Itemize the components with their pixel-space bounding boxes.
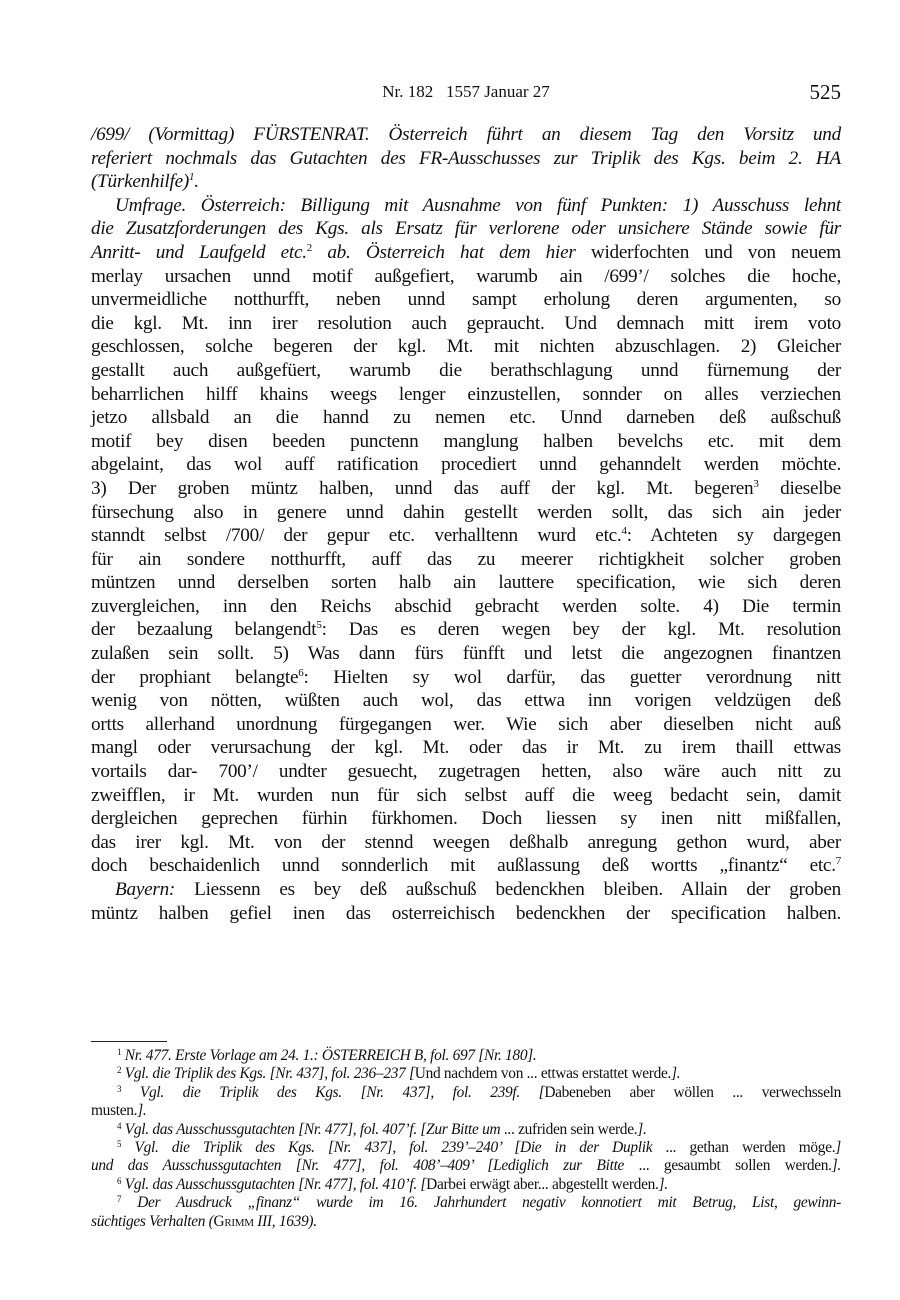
text-line: unvermeidliche notthurfft, neben unnd sampt erholung deren argumenten, so xyxy=(91,289,841,311)
footnote-5: $^5$ Vgl. die Triplik des Kgs. [Nr. 437], fol. 239’–240’ [Die in der Duplik ... gethan werden möge.] xyxy=(117,1138,841,1156)
umfrage-line: Anritt- und Laufgeld etc.$^2$ ab. Österreich hat dem hier widerfochten und von neuem xyxy=(91,241,841,263)
footnote-ref[interactable]: 4 xyxy=(621,525,627,538)
text-line: merlay ursachen unnd motif außgefiert, warumb ain /699’/ solches die hoche, xyxy=(91,265,841,287)
text-line: zweifflen, ir Mt. wurden nun für sich selbst auff die weeg bedacht sein, damit xyxy=(91,784,841,806)
footnotes xyxy=(91,1047,841,1231)
footnote-7-cont: süchtiges Verhalten (Grimm III, 1639). xyxy=(91,1212,317,1230)
text-line: zulaßen sein sollt. 5) Was dann fürs fünfft und letst die angezognen finantzen xyxy=(91,643,841,665)
footnote-6: $^6$ Vgl. das Ausschussgutachten [Nr. 477], fol. 410’f. [Darbei erwägt aber... abgestellt werden.]. xyxy=(117,1175,668,1193)
text-line: wenig von nötten, wüßten auch wol, das ettwa inn vorigen veldzügen deß xyxy=(91,690,841,712)
footnote-5-cont: und das Ausschussgutachten [Nr. 477], fol. 408’–409’ [Lediglich zur Bitte ... gesaumbt sollen werden.]. xyxy=(91,1157,841,1175)
text-line: stanndt selbst /700/ der gepur etc. verhalltenn wurd etc.$^4$: Achteten sy dargegen xyxy=(91,525,841,547)
text-line: motif bey disen beeden punctenn manglung halben bevelchs etc. mit dem xyxy=(91,430,841,452)
umfrage-line: die Zusatzforderungen des Kgs. als Ersatz für verlorene oder unsichere Stände sowie für xyxy=(91,218,841,240)
footnote-3: $^3$ Vgl. die Triplik des Kgs. [Nr. 437], fol. 239f. [Dabeneben aber wöllen ... verwechsseln xyxy=(117,1083,841,1101)
text-line: ortts allerhand unordnung fürgegangen wer. Wie sich aber dieselben nicht auß xyxy=(91,713,841,735)
text-line: die kgl. Mt. inn irer resolution auch gepraucht. Und demnach mitt irem voto xyxy=(91,312,841,334)
heading-line: (Türkenhilfe)$^1$. xyxy=(91,171,199,193)
text-line: müntzen unnd derselben sorten halb ain lauttere specification, wie sich deren xyxy=(91,572,841,594)
text-line: 3) Der groben müntz halben, unnd das auff der kgl. Mt. begeren$^3$ dieselbe xyxy=(91,477,841,499)
text-line: dergleichen geprechen fürhin fürkhomen. Doch liessen sy inen nitt mißfallen, xyxy=(91,808,841,830)
text-line: der bezaalung belangendt$^5$: Das es deren wegen bey der kgl. Mt. resolution xyxy=(91,619,842,641)
heading-line: referiert nochmals das Gutachten des FR-Ausschusses zur Triplik des Kgs. beim 2. HA xyxy=(91,147,841,169)
page-number: 525 xyxy=(809,80,841,104)
heading-line: /699/ (Vormittag) FÜRSTENRAT. Österreich führt an diesem Tag den Vorsitz und xyxy=(91,124,841,145)
footnote-ref[interactable]: 2 xyxy=(306,241,313,254)
footnote-1: $^1$ Nr. 477. Erste Vorlage am 24. 1.: ÖSTERREICH B, fol. 697 [Nr. 180]. xyxy=(117,1047,537,1064)
bayern-line: Bayern: Liessenn es bey deß außschuß bedenckhen bleiben. Allain der groben xyxy=(115,879,841,900)
footnote-4: $^4$ Vgl. das Ausschussgutachten [Nr. 477], fol. 407’f. [Zur Bitte um ... zufriden sein werde.]. xyxy=(117,1120,647,1138)
text-line: mangl oder verursachung der kgl. Mt. oder das ir Mt. zu irem thaill ettwas xyxy=(91,737,841,759)
footnote-ref[interactable]: 7 xyxy=(835,855,841,868)
text-line: jetzo allsbald an die hannd zu nemen etc. Unnd darneben deß außschuß xyxy=(91,407,841,429)
text-line: vortails dar- 700’/ undter gesuecht, zugetragen hetten, also wäre auch nitt zu xyxy=(91,761,841,783)
footnote-3-cont: musten.]. xyxy=(91,1102,147,1120)
text-line: doch beschaidenlich unnd sonnderlich mit außlassung deß wortts „finantz“ etc.$^7$ xyxy=(91,855,841,877)
main-text xyxy=(91,123,841,925)
text-line: das irer kgl. Mt. von der stennd weegen deßhalb anregung gethon wurd, aber xyxy=(91,831,841,853)
text-line: abgelaint, das wol auff ratification procediert unnd gehanndelt werden möchte. xyxy=(91,454,841,476)
text-line: fürsechung also in genere unnd dahin gestellt werden sollt, das sich ain jeder xyxy=(91,501,841,523)
text-line: zuvergleichen, inn den Reichs abschid gebracht werden solte. 4) Die termin xyxy=(91,595,841,617)
umfrage-line: Umfrage. Österreich: Billigung mit Ausnahme von fünf Punkten: 1) Ausschuss lehnt xyxy=(115,194,841,216)
speaker-label: Bayern: xyxy=(115,879,176,900)
running-header xyxy=(91,80,841,104)
footnote-ref[interactable]: 1 xyxy=(189,171,195,184)
text-line: geschlossen, solche begeren der kgl. Mt. mit nichten abzuschlagen. 2) Gleicher xyxy=(91,336,841,358)
footnote-separator xyxy=(91,1041,167,1042)
text-line: beharrlichen hilff khains weegs lenger einzustellen, sonnder on alles verziechen xyxy=(91,383,841,405)
document-reference: Nr. 182 1557 Januar 27 xyxy=(382,82,550,101)
text-line: der prophiant belangte$^6$: Hielten sy wol darfür, das guetter verordnung nitt xyxy=(91,666,842,688)
footnote-2: $^2$ Vgl. die Triplik des Kgs. [Nr. 437], fol. 236–237 [Und nachdem von ... ettwas erstattet werde.]. xyxy=(117,1065,681,1083)
footnote-ref[interactable]: 5 xyxy=(316,619,322,632)
footnote-ref[interactable]: 3 xyxy=(753,477,759,490)
bayern-line: müntz halben gefiel inen das osterreichisch bedenckhen der specification halben. xyxy=(91,902,841,924)
footnote-ref[interactable]: 6 xyxy=(298,666,304,679)
footnote-7: $^7$ Der Ausdruck „finanz“ wurde im 16. Jahrhundert negativ konnotiert mit Betrug, List, gewinn- xyxy=(117,1194,841,1212)
text-line: gestallt auch außgefüert, warumb die berathschlagung unnd fürnemung der xyxy=(91,359,841,381)
text-line: für ain sondere notthurfft, auff das zu meerer richtigkheit solcher groben xyxy=(91,548,841,570)
